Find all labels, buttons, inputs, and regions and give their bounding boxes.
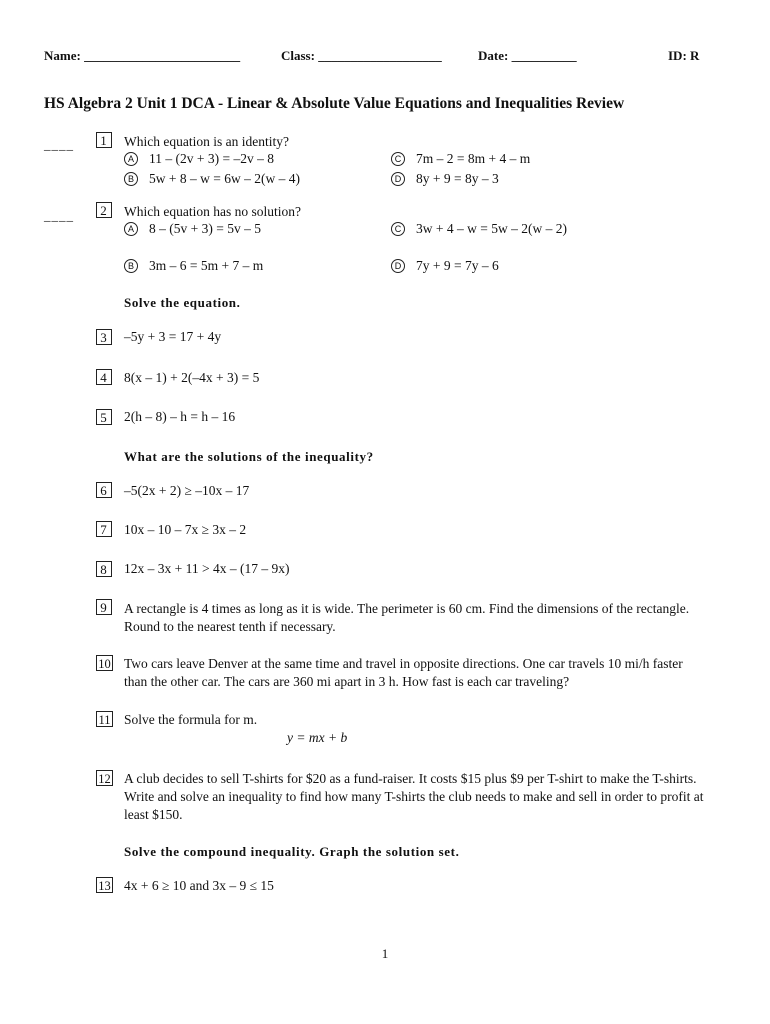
answer-blank-2: ____ xyxy=(44,208,74,223)
question-1-option-b xyxy=(124,171,300,187)
question-4-equation: 8(x – 1) + 2(–4x + 3) = 5 xyxy=(124,370,260,385)
question-number-13: 13 xyxy=(96,877,113,893)
question-1-option-c xyxy=(391,151,530,167)
question-number-10: 10 xyxy=(96,655,113,671)
option-text: 8y + 9 = 8y – 3 xyxy=(416,171,499,186)
question-number-11: 11 xyxy=(96,711,113,727)
question-12-text: A club decides to sell T-shirts for $20 as a fund-raiser. It costs $15 plus $9 per T-shirt to make the T-shirts. Write and solve an inequality to find how many T-shirts the club needs to make and sell in order to profit at least $150. xyxy=(124,771,704,822)
class-field: Class: ___________________ xyxy=(281,48,442,63)
question-5-equation: 2(h – 8) – h = h – 16 xyxy=(124,409,236,424)
question-6-inequality: –5(2x + 2) ≥ –10x – 17 xyxy=(124,483,250,498)
question-8-inequality: 12x – 3x + 11 > 4x – (17 – 9x) xyxy=(124,561,290,576)
question-9-text: A rectangle is 4 times as long as it is wide. The perimeter is 60 cm. Find the dimensions of the rectangle. Round to the nearest tenth if necessary. xyxy=(124,601,690,634)
question-number-4: 4 xyxy=(96,369,112,385)
name-field: Name: ________________________ xyxy=(44,48,241,63)
option-letter-a: A xyxy=(124,222,138,236)
option-letter-c: C xyxy=(391,152,405,166)
question-number-2: 2 xyxy=(96,202,112,218)
answer-blank-1: ____ xyxy=(44,137,74,152)
option-text: 7m – 2 = 8m + 4 – m xyxy=(416,151,531,166)
option-text: 7y + 9 = 7y – 6 xyxy=(416,258,499,273)
question-number-3: 3 xyxy=(96,329,112,345)
section-heading-compound-inequality: Solve the compound inequality. Graph the solution set. xyxy=(124,844,460,859)
question-number-9: 9 xyxy=(96,599,112,615)
worksheet-title: HS Algebra 2 Unit 1 DCA - Linear & Absolute Value Equations and Inequalities Review xyxy=(44,95,625,112)
question-1-prompt: Which equation is an identity? xyxy=(124,134,289,149)
section-heading-inequality: What are the solutions of the inequality? xyxy=(124,449,374,464)
option-text: 11 – (2v + 3) = –2v – 8 xyxy=(149,151,274,166)
option-letter-c: C xyxy=(391,222,405,236)
question-1-option-d xyxy=(391,171,499,187)
question-10-text: Two cars leave Denver at the same time and travel in opposite directions. One car travels 10 mi/h faster than the other car. The cars are 360 mi apart in 3 h. How fast is each car traveling? xyxy=(124,656,683,689)
question-13-inequality: 4x + 6 ≥ 10 and 3x – 9 ≤ 15 xyxy=(124,878,274,893)
option-letter-b: B xyxy=(124,259,138,273)
question-number-12: 12 xyxy=(96,770,113,786)
question-11-formula: y = mx + b xyxy=(287,730,348,745)
option-letter-b: B xyxy=(124,172,138,186)
question-number-1: 1 xyxy=(96,132,112,148)
question-7-inequality: 10x – 10 – 7x ≥ 3x – 2 xyxy=(124,522,247,537)
question-11-text: Solve the formula for m. xyxy=(124,712,258,727)
option-text: 3w + 4 – w = 5w – 2(w – 2) xyxy=(416,221,567,236)
question-number-8: 8 xyxy=(96,561,112,577)
section-heading-solve-equation: Solve the equation. xyxy=(124,295,241,310)
option-text: 3m – 6 = 5m + 7 – m xyxy=(149,258,264,273)
option-text: 8 – (5v + 3) = 5v – 5 xyxy=(149,221,261,236)
question-number-7: 7 xyxy=(96,521,112,537)
id-label: ID: R xyxy=(668,48,700,63)
date-field: Date: __________ xyxy=(478,48,577,63)
option-text: 5w + 8 – w = 6w – 2(w – 4) xyxy=(149,171,300,186)
question-2-option-a xyxy=(124,221,261,237)
question-2-prompt: Which equation has no solution? xyxy=(124,204,301,219)
option-letter-d: D xyxy=(391,259,405,273)
question-1-option-a xyxy=(124,151,274,167)
question-number-6: 6 xyxy=(96,482,112,498)
question-2-option-d xyxy=(391,258,499,274)
option-letter-d: D xyxy=(391,172,405,186)
page-number: 1 xyxy=(381,946,389,961)
option-letter-a: A xyxy=(124,152,138,166)
question-3-equation: –5y + 3 = 17 + 4y xyxy=(124,329,222,344)
question-number-5: 5 xyxy=(96,409,112,425)
question-2-option-b xyxy=(124,258,263,274)
question-2-option-c xyxy=(391,221,567,237)
